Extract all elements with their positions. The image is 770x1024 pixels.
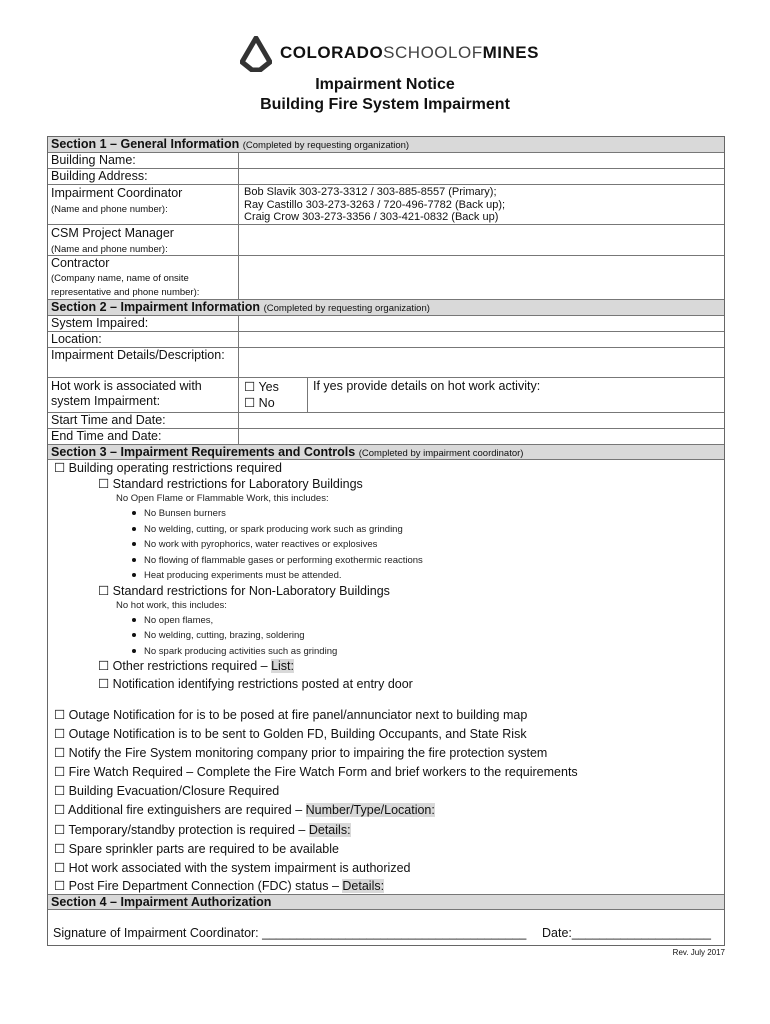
details-field[interactable] [238,348,244,377]
contractor-label: Contractor [51,256,110,270]
building-address-label: Building Address: [51,169,148,183]
mines-logo-icon [240,36,272,72]
standby-protection-checkbox[interactable]: ☐ Temporary/standby protection is required – Details: [54,823,351,837]
project-manager-field[interactable] [238,225,244,255]
bullet-icon [132,573,136,577]
hot-work-label-2: system Impairment: [51,393,161,408]
standby-details-field[interactable]: Details: [308,823,351,837]
section2-header: Section 2 – Impairment Information (Completed by requesting organization) [48,300,724,316]
coordinator-field[interactable] [238,185,505,224]
bullet-icon [132,527,136,531]
list-item: Heat producing experiments must be attended. [132,569,342,583]
system-impaired-label: System Impaired: [51,316,149,330]
contractor-row [48,256,724,300]
bullet-icon [132,511,136,515]
list-item: No welding, cutting, or spark producing work such as grinding [132,523,403,537]
end-time-label: End Time and Date: [51,429,162,443]
revision-note: Rev. July 2017 [672,948,725,957]
date-field[interactable]: Date:____________________ [542,926,711,940]
coordinator-label: Impairment Coordinator [51,186,183,200]
signature-field[interactable]: Signature of Impairment Coordinator: ______________________________________ [53,926,527,940]
impairment-form [47,136,725,946]
bullet-icon [132,618,136,622]
outage-notification-send-checkbox[interactable]: ☐ Outage Notification is to be sent to Golden FD, Building Occupants, and State Risk [54,727,527,741]
coordinator-row [48,185,724,225]
extinguishers-details-field[interactable]: Number/Type/Location: [305,803,435,817]
evacuation-checkbox[interactable]: ☐ Building Evacuation/Closure Required [54,784,280,798]
lab-restrictions-note: No Open Flame or Flammable Work, this includes: [116,493,329,504]
section3-header: Section 3 – Impairment Requirements and Controls (Completed by impairment coordinator) [48,445,724,460]
page-title: Impairment Notice [315,76,455,93]
coordinator-line: Craig Crow 303-273-3356 / 303-421-0832 (Back up) [244,211,499,223]
building-name-label: Building Name: [51,153,136,167]
bullet-icon [132,558,136,562]
list-item: No spark producing activities such as grinding [132,645,337,659]
location-row [48,332,724,348]
notification-posted-checkbox[interactable]: ☐ Notification identifying restrictions posted at entry door [98,677,413,691]
building-address-row [48,169,724,185]
list-item: No open flames, [132,614,213,628]
project-manager-row [48,225,724,256]
section4-header: Section 4 – Impairment Authorization [48,894,724,910]
contractor-field[interactable] [238,256,244,299]
sprinkler-parts-checkbox[interactable]: ☐ Spare sprinkler parts are required to be available [54,842,339,856]
end-time-field[interactable] [238,429,244,444]
hot-work-label: Hot work is associated with [51,379,202,393]
end-time-row [48,429,724,445]
system-impaired-field[interactable] [238,316,244,331]
operating-restrictions-checkbox[interactable]: ☐ Building operating restrictions required [54,461,282,475]
project-manager-sub-label: (Name and phone number): [51,243,168,255]
building-name-row [48,153,724,169]
notify-monitoring-checkbox[interactable]: ☐ Notify the Fire System monitoring company prior to impairing the fire protection system [54,746,548,760]
start-time-row [48,413,724,429]
extinguishers-checkbox[interactable]: ☐ Additional fire extinguishers are required – Number/Type/Location: [54,803,435,817]
start-time-field[interactable] [238,413,244,428]
coordinator-sub-label: (Name and phone number): [51,203,168,215]
building-name-field[interactable] [238,153,244,168]
fdc-details-field[interactable]: Details: [342,879,385,893]
other-restrictions-list-field[interactable]: List: [271,659,295,673]
hot-work-authorized-checkbox[interactable]: ☐ Hot work associated with the system impairment is authorized [54,861,411,875]
location-label: Location: [51,332,102,346]
fire-watch-checkbox[interactable]: ☐ Fire Watch Required – Complete the Fire Watch Form and brief workers to the requirements [54,765,578,779]
list-item: No work with pyrophorics, water reactives or explosives [132,538,377,552]
list-item: No flowing of flammable gases or performing exothermic reactions [132,554,423,568]
system-impaired-row [48,316,724,332]
page-subtitle: Building Fire System Impairment [260,96,510,113]
hot-work-row [48,378,724,413]
list-item: No welding, cutting, brazing, soldering [132,629,305,643]
bullet-icon [132,633,136,637]
hot-work-details-label: If yes provide details on hot work activity: [313,379,541,393]
fdc-status-checkbox[interactable]: ☐ Post Fire Department Connection (FDC) status – Details: [54,879,385,893]
nonlab-restrictions-checkbox[interactable]: ☐ Standard restrictions for Non-Laboratory Buildings [98,584,390,598]
section1-header: Section 1 – General Information (Completed by requesting organization) [48,137,724,153]
hot-work-yes-checkbox[interactable]: ☐ Yes [244,380,279,394]
list-item: No Bunsen burners [132,507,226,521]
bullet-icon [132,649,136,653]
start-time-label: Start Time and Date: [51,413,166,427]
details-label: Impairment Details/Description: [51,348,225,362]
school-logo [240,34,540,74]
coordinator-line: Ray Castillo 303-273-3263 / 720-496-7782 (Back up); [244,198,506,211]
bullet-icon [132,542,136,546]
details-row [48,348,724,378]
contractor-sub-label: representative and phone number): [51,287,200,298]
hot-work-no-checkbox[interactable]: ☐ No [244,396,275,410]
outage-notification-panel-checkbox[interactable]: ☐ Outage Notification for is to be posed at fire panel/annunciator next to building map [54,708,528,722]
location-field[interactable] [238,332,244,347]
other-restrictions-checkbox[interactable]: ☐ Other restrictions required – List: [98,659,295,673]
coordinator-line: Bob Slavik 303-273-3312 / 303-885-8557 (Primary); [244,186,497,198]
building-address-field[interactable] [238,169,244,184]
nonlab-restrictions-note: No hot work, this includes: [116,600,227,611]
logo-wordmark: COLORADOSCHOOLOFMINES [280,43,539,62]
contractor-sub-label: (Company name, name of onsite [51,272,189,284]
project-manager-label: CSM Project Manager [51,226,174,240]
lab-restrictions-checkbox[interactable]: ☐ Standard restrictions for Laboratory Buildings [98,477,363,491]
